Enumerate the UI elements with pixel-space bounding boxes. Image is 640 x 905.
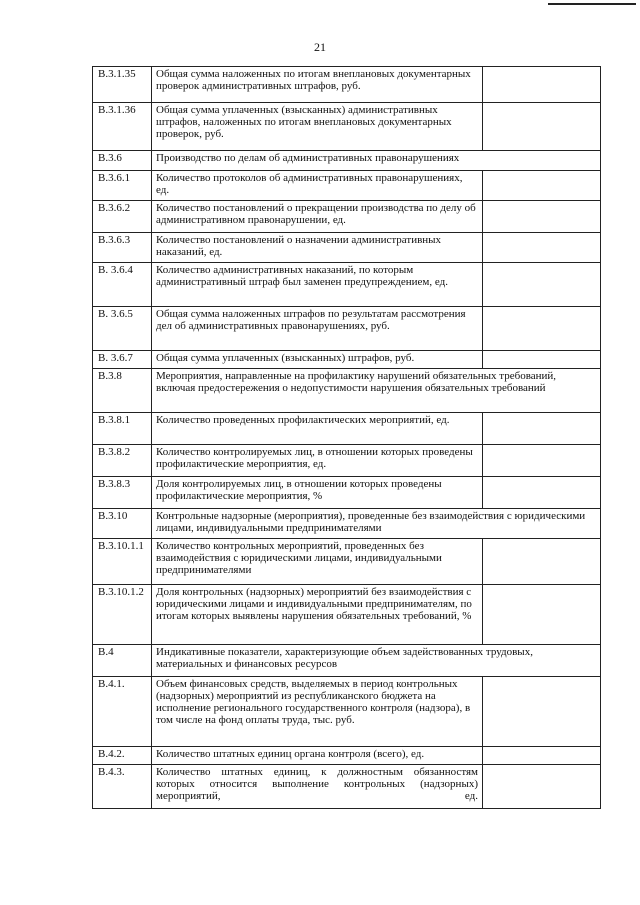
row-text: Общая сумма наложенных штрафов по результатам рассмотрения дел об административных правонарушениях, руб. — [152, 307, 483, 351]
row-text: Количество протоколов об административных правонарушениях, ед. — [152, 171, 483, 201]
row-code: В.4.2. — [93, 747, 152, 765]
row-value-cell — [483, 233, 601, 263]
table-row — [93, 263, 601, 307]
row-code: В.4.1. — [93, 677, 152, 747]
row-code: В.3.10.1.2 — [93, 585, 152, 645]
table-row — [93, 233, 601, 263]
table-row — [93, 645, 601, 677]
row-text: Количество контролируемых лиц, в отношении которых проведены профилактические мероприятия, ед. — [152, 445, 483, 477]
row-value-cell — [483, 201, 601, 233]
row-code: В.3.8.2 — [93, 445, 152, 477]
row-value-cell — [483, 263, 601, 307]
row-value-cell — [483, 477, 601, 509]
row-text: Объем финансовых средств, выделяемых в период контрольных (надзорных) мероприятий из республиканского бюджета на исполнение регионального государственного контроля (надзора), в том числе на фонд оплаты труда, тыс. руб. — [152, 677, 483, 747]
row-code: В.3.6.2 — [93, 201, 152, 233]
row-value-cell — [483, 413, 601, 445]
table-row — [93, 445, 601, 477]
row-code: В.3.10 — [93, 509, 152, 539]
row-text: Количество штатных единиц, к должностным обязанностям которых относится выполнение контрольных (надзорных) мероприятий, ед. — [152, 765, 483, 809]
table-row — [93, 509, 601, 539]
row-code: В.3.8 — [93, 369, 152, 413]
row-code: В.3.1.36 — [93, 103, 152, 151]
table-row — [93, 765, 601, 809]
table-row — [93, 585, 601, 645]
row-text: Количество штатных единиц органа контроля (всего), ед. — [152, 747, 483, 765]
section-heading: Производство по делам об административных правонарушениях — [152, 151, 601, 171]
table-row — [93, 151, 601, 171]
table-row — [93, 477, 601, 509]
table-row — [93, 201, 601, 233]
table-row — [93, 747, 601, 765]
row-value-cell — [483, 67, 601, 103]
table-row — [93, 103, 601, 151]
section-heading: Контрольные надзорные (мероприятия), проведенные без взаимодействия с юридическими лицами, индивидуальными предпринимателями — [152, 509, 601, 539]
row-code: В.3.10.1.1 — [93, 539, 152, 585]
row-code: В. 3.6.4 — [93, 263, 152, 307]
table-row — [93, 171, 601, 201]
row-text: Количество проведенных профилактических мероприятий, ед. — [152, 413, 483, 445]
row-text: Общая сумма наложенных по итогам внеплановых документарных проверок административных штрафов, руб. — [152, 67, 483, 103]
row-value-cell — [483, 747, 601, 765]
row-value-cell — [483, 171, 601, 201]
row-code: В. 3.6.7 — [93, 351, 152, 369]
table-row — [93, 369, 601, 413]
table-row — [93, 307, 601, 351]
row-code: В.4 — [93, 645, 152, 677]
row-text: Доля контрольных (надзорных) мероприятий без взаимодействия с юридическими лицами и индивидуальными предпринимателям, по итогам которых выявлены нарушения обязательных требований, % — [152, 585, 483, 645]
row-value-cell — [483, 103, 601, 151]
row-code: В.4.3. — [93, 765, 152, 809]
row-text: Доля контролируемых лиц, в отношении которых проведены профилактические мероприятия, % — [152, 477, 483, 509]
page-number: 21 — [314, 40, 326, 54]
table-row — [93, 67, 601, 103]
row-code: В.3.8.3 — [93, 477, 152, 509]
row-text: Общая сумма уплаченных (взысканных) административных штрафов, наложенных по итогам внеплановых документарных проверок, руб. — [152, 103, 483, 151]
row-text: Количество контрольных мероприятий, проведенных без взаимодействия с юридическими лицами, индивидуальными предпринимателями — [152, 539, 483, 585]
row-code: В.3.8.1 — [93, 413, 152, 445]
table-row — [93, 677, 601, 747]
row-value-cell — [483, 539, 601, 585]
row-value-cell — [483, 307, 601, 351]
row-text: Количество постановлений о прекращении производства по делу об административном правонарушении, ед. — [152, 201, 483, 233]
row-value-cell — [483, 765, 601, 809]
table-row — [93, 351, 601, 369]
row-code: В.3.6 — [93, 151, 152, 171]
row-code: В.3.1.35 — [93, 67, 152, 103]
row-text: Общая сумма уплаченных (взысканных) штрафов, руб. — [152, 351, 483, 369]
indicators-table — [92, 66, 601, 809]
row-value-cell — [483, 351, 601, 369]
row-code: В. 3.6.5 — [93, 307, 152, 351]
header-rule — [548, 3, 636, 5]
row-value-cell — [483, 445, 601, 477]
section-heading: Индикативные показатели, характеризующие объем задействованных трудовых, материальных и финансовых ресурсов — [152, 645, 601, 677]
row-value-cell — [483, 585, 601, 645]
row-value-cell — [483, 677, 601, 747]
table-row — [93, 539, 601, 585]
section-heading: Мероприятия, направленные на профилактику нарушений обязательных требований, включая предостережения о недопустимости нарушения обязательных требований — [152, 369, 601, 413]
table-row — [93, 413, 601, 445]
row-code: В.3.6.3 — [93, 233, 152, 263]
row-code: В.3.6.1 — [93, 171, 152, 201]
row-text: Количество административных наказаний, по которым административный штраф был заменен предупреждением, ед. — [152, 263, 483, 307]
row-text: Количество постановлений о назначении административных наказаний, ед. — [152, 233, 483, 263]
